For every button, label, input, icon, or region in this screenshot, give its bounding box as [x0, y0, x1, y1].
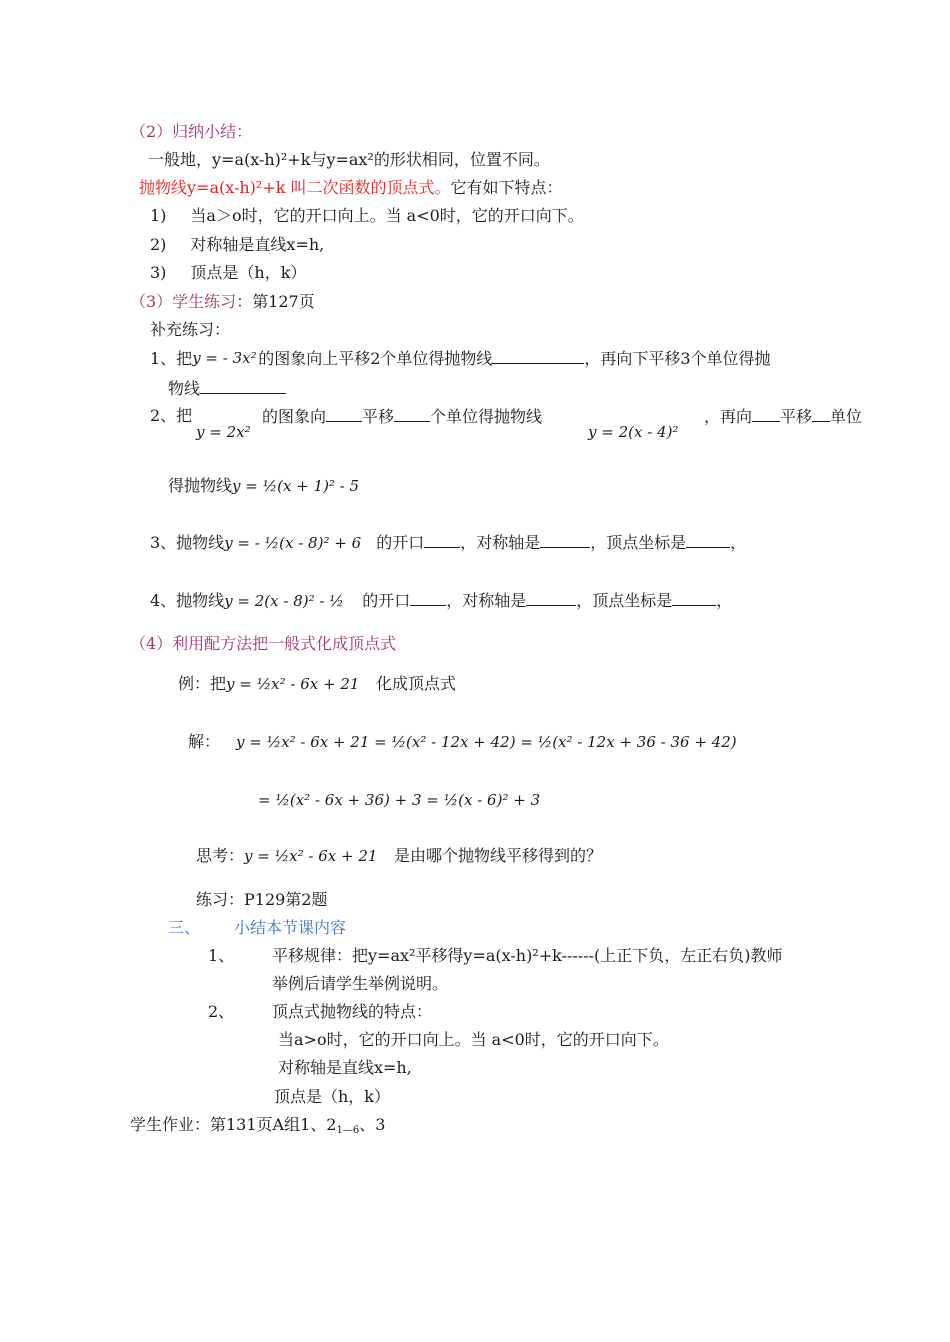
q4-prefix: 4、抛物线 — [150, 591, 225, 610]
feature-text-2: 对称轴是直线x=h, — [190, 235, 325, 254]
summary-num: 三、 — [168, 918, 201, 937]
q3-prefix: 3、抛物线 — [150, 533, 225, 552]
q2-text-1: 的图象向 — [262, 407, 327, 426]
q2-prefix: 2、把 — [150, 406, 193, 425]
q3-expression: y = - ½(x - 8)² + 6 — [224, 534, 362, 552]
q2-line-2 — [704, 406, 862, 427]
q3-blank-1[interactable] — [424, 532, 460, 548]
q4-text-4: ， — [716, 591, 733, 610]
homework-sub: 1—6 — [336, 1125, 360, 1136]
example-expression: y = ½x² - 6x + 21 — [226, 675, 360, 693]
feature-item-1 — [150, 206, 584, 226]
feature-item-3 — [150, 263, 306, 283]
question-4 — [150, 590, 732, 611]
question-2 — [150, 406, 192, 426]
example-line — [178, 674, 456, 694]
q1-text-3: 物线 — [168, 379, 201, 398]
q1-blank-1[interactable] — [492, 348, 584, 364]
q2-expression-1: y = 2x² — [196, 423, 251, 441]
summary-feature-1: 当a>o时，它的开口向上。当 a<0时，它的开口向下。 — [278, 1030, 669, 1049]
example-tail: 化成顶点式 — [376, 674, 457, 693]
summary-item-1-text: 平移规律：把y=ax²平移得y=a(x-h)²+k------(上正下负，左正右负)教师 — [272, 946, 783, 965]
q2-text-3: 个单位得抛物线 — [430, 407, 543, 426]
q2-text-6: 单位 — [830, 407, 863, 426]
q1-expression: y = - 3x² — [192, 349, 257, 367]
section-3-heading — [130, 292, 315, 312]
q3-blank-2[interactable] — [540, 532, 590, 548]
think-label: 思考： — [196, 846, 245, 865]
summary-line: 一般地，y=a(x-h)²+k与y=ax²的形状相同，位置不同。 — [148, 150, 550, 169]
example-label: 例：把 — [178, 674, 227, 693]
section-2-heading: （2）归纳小结： — [130, 122, 253, 141]
q3-blank-3[interactable] — [686, 532, 730, 548]
q3-text-1: 的开口 — [376, 533, 425, 552]
summary-item-2-num: 2、 — [208, 1002, 235, 1021]
vertex-form-tail: 它有如下特点： — [450, 178, 563, 197]
section-3-page: ：第127页 — [236, 292, 315, 311]
q4-expression: y = 2(x - 8)² - ½ — [224, 592, 344, 610]
q2-text-5: 平移 — [780, 407, 813, 426]
solution-label: 解： — [188, 732, 221, 751]
q3-text-3: ，顶点坐标是 — [590, 533, 687, 552]
feature-num-2: 2) — [150, 235, 167, 254]
q1-text: 的图象向上平移2个单位得抛物线 — [258, 349, 493, 368]
homework-tail: 、3 — [359, 1115, 386, 1134]
q4-text-1: 的开口 — [362, 591, 411, 610]
q2-line — [262, 406, 542, 427]
feature-text-3: 顶点是（h，k） — [190, 263, 307, 282]
q2-expression-2: y = 2(x - 4)² — [588, 423, 679, 441]
q1-text-2: ，再向下平移3个单位得抛 — [584, 349, 771, 368]
think-line — [196, 846, 602, 866]
question-3 — [150, 532, 746, 553]
q2-blank-3[interactable] — [752, 406, 780, 422]
summary-heading — [168, 918, 346, 938]
q2-text-7: 得抛物线 — [168, 476, 233, 495]
summary-item-1-num: 1、 — [208, 946, 235, 965]
q4-blank-2[interactable] — [526, 590, 576, 606]
section-3-title: （3）学生练习 — [130, 292, 237, 311]
think-tail: 是由哪个抛物线平移得到的？ — [394, 846, 603, 865]
practice-line: 练习：P129第2题 — [196, 890, 328, 909]
solution-line-1: y = ½x² - 6x + 21 = ½(x² - 12x + 42) = ½(x² - 12x + 36 - 36 + 42) — [236, 733, 737, 751]
q2-text-2: 平移 — [362, 407, 395, 426]
q4-blank-3[interactable] — [672, 590, 716, 606]
homework-text: 学生作业：第131页A组1、2 — [130, 1115, 337, 1134]
question-1-cont — [168, 378, 286, 399]
q2-line-3 — [168, 476, 232, 496]
vertex-form-line — [139, 178, 563, 198]
section-4-heading: （4）利用配方法把一般式化成顶点式 — [130, 634, 397, 653]
feature-num-1: 1) — [150, 206, 167, 225]
feature-text-1: 当a＞o时，它的开口向上。当 a<0时，它的开口向下。 — [190, 206, 584, 225]
q2-expression-3: y = ½(x + 1)² - 5 — [232, 477, 360, 495]
supplementary-label: 补充练习： — [150, 320, 231, 339]
summary-item-1-text-2: 举例后请学生举例说明。 — [272, 974, 449, 993]
q1-prefix: 1、把 — [150, 349, 193, 368]
q1-blank-2[interactable] — [200, 378, 286, 394]
summary-title: 小结本节课内容 — [234, 918, 347, 937]
summary-feature-2: 对称轴是直线x=h, — [278, 1058, 412, 1077]
q2-text-4: ，再向 — [704, 407, 753, 426]
feature-item-2 — [150, 235, 324, 255]
think-expression: y = ½x² - 6x + 21 — [244, 847, 378, 865]
summary-feature-3: 顶点是（h，k） — [274, 1087, 391, 1106]
q4-text-3: ，顶点坐标是 — [576, 591, 673, 610]
homework-line — [130, 1115, 385, 1135]
summary-item-2-text: 顶点式抛物线的特点： — [272, 1002, 433, 1021]
q4-blank-1[interactable] — [410, 590, 446, 606]
q2-blank-2[interactable] — [394, 406, 430, 422]
solution-line-2: = ½(x² - 6x + 36) + 3 = ½(x - 6)² + 3 — [258, 791, 541, 809]
q4-text-2: ，对称轴是 — [446, 591, 527, 610]
q2-blank-1[interactable] — [326, 406, 362, 422]
q3-text-2: ，对称轴是 — [460, 533, 541, 552]
q2-blank-4[interactable] — [812, 406, 830, 422]
feature-num-3: 3) — [150, 263, 167, 282]
vertex-form-definition: 抛物线y=a(x-h)²+k 叫二次函数的顶点式。 — [139, 178, 451, 197]
q3-text-4: ， — [730, 533, 747, 552]
question-1 — [150, 348, 771, 369]
